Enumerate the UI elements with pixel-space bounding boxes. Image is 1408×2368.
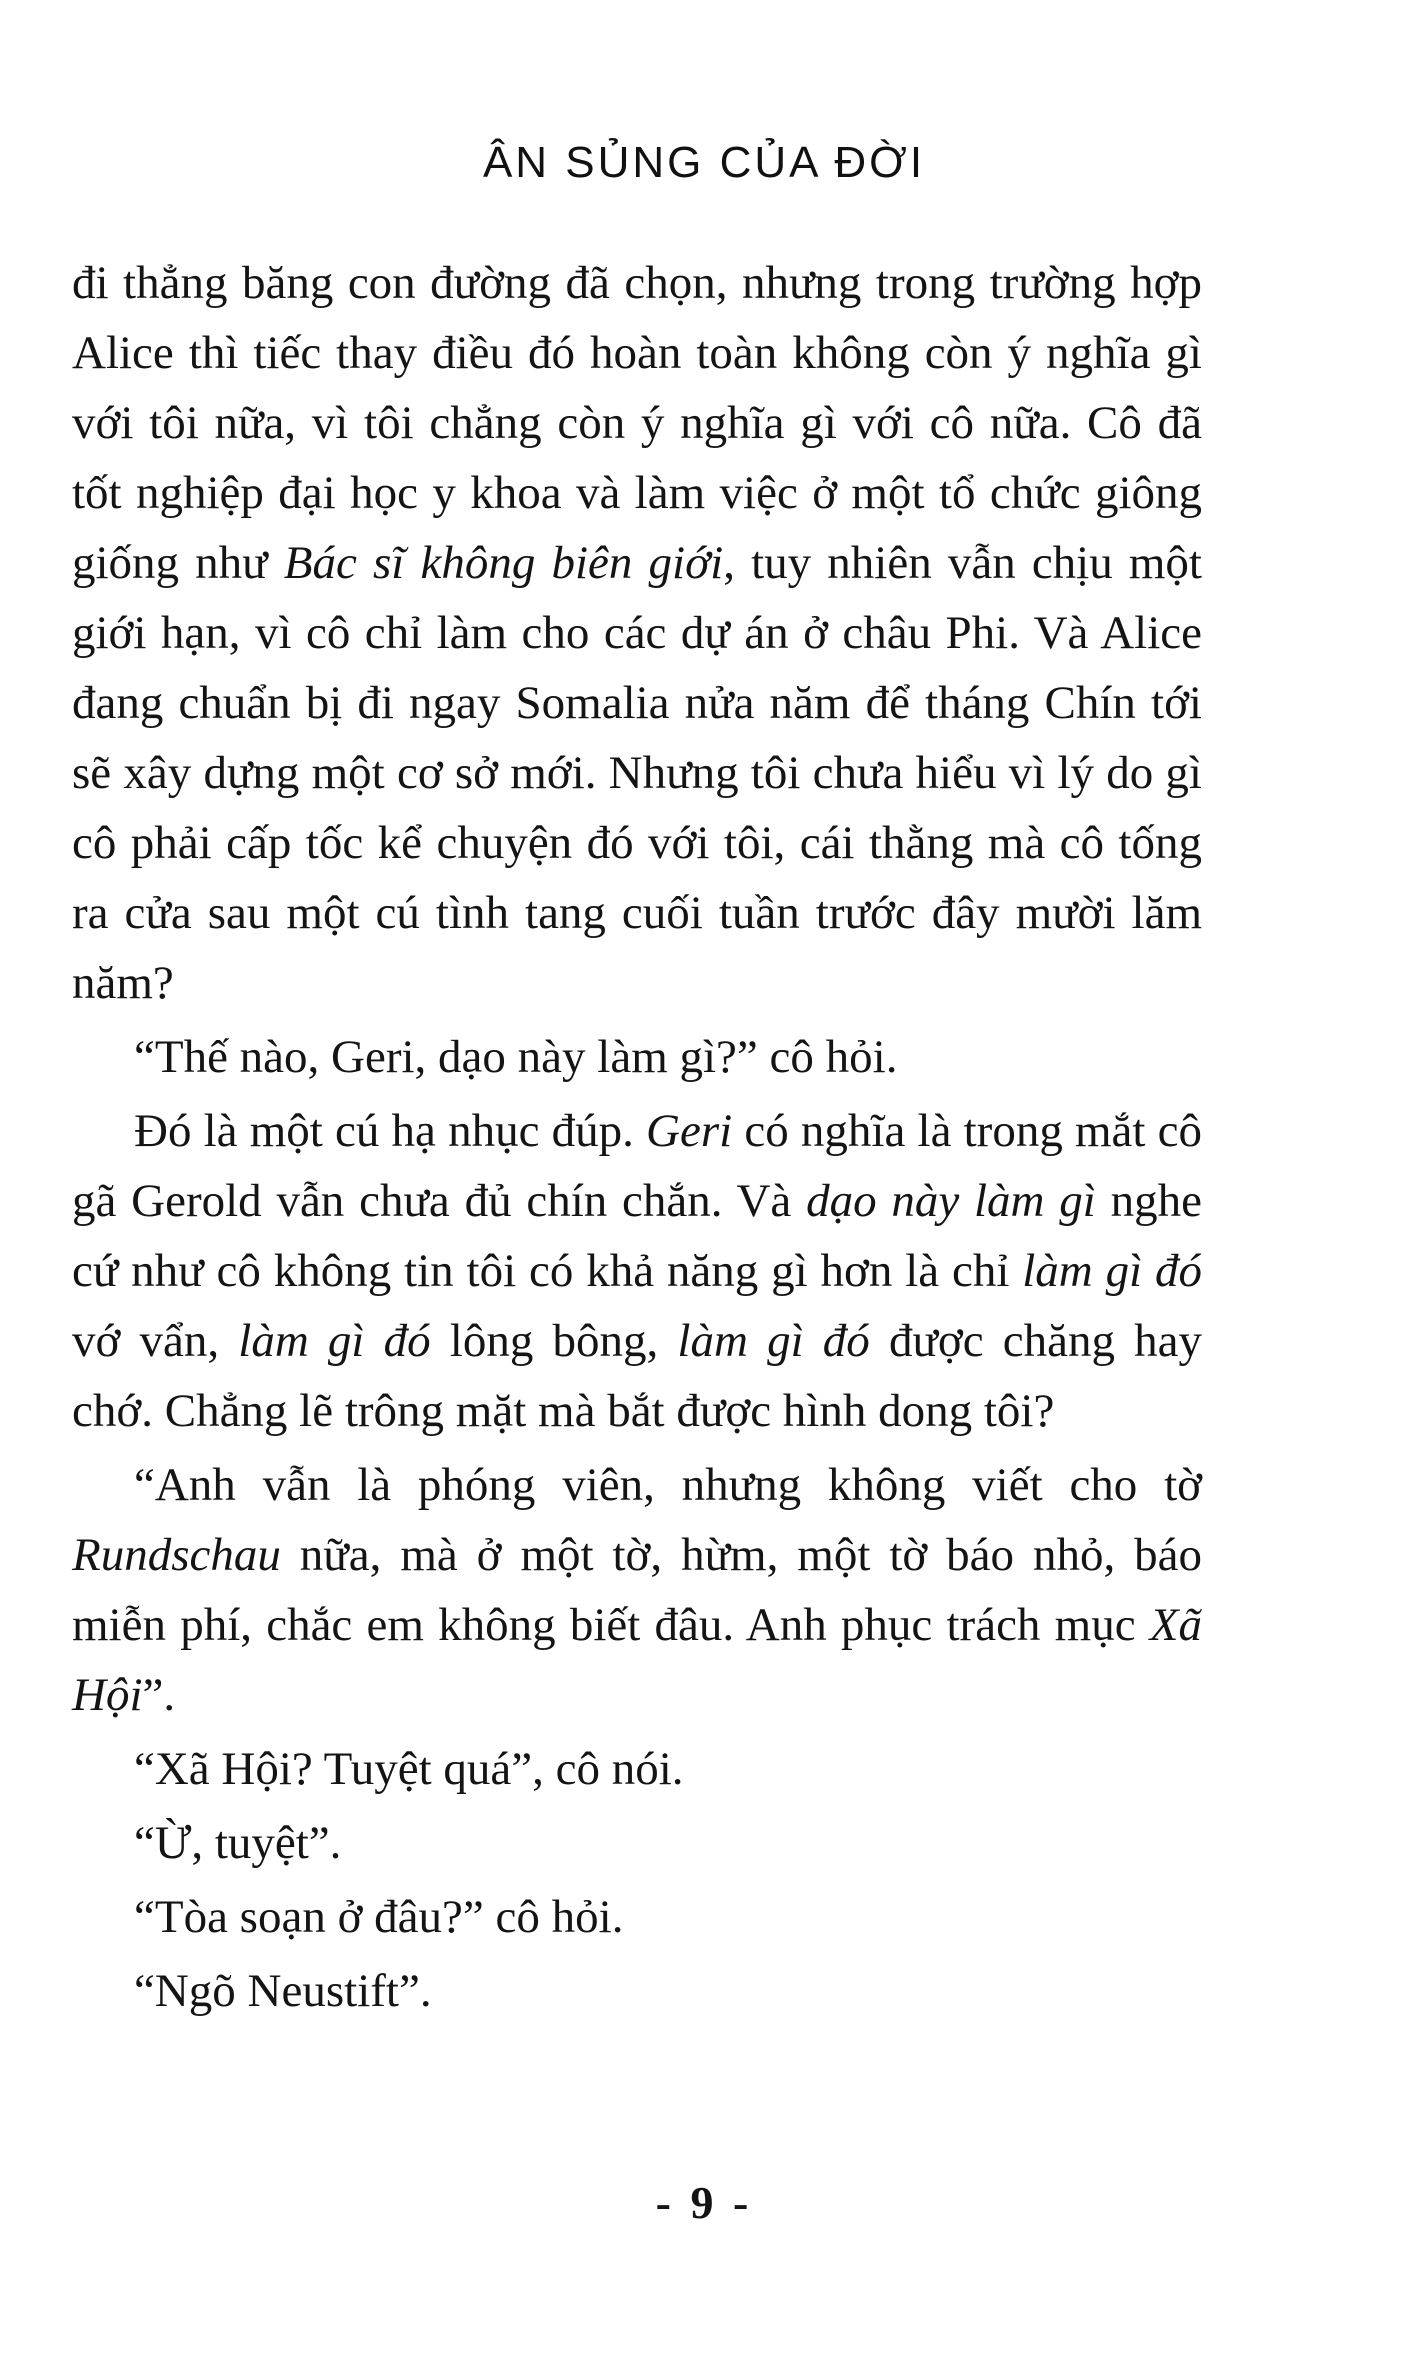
paragraph-3-italic-3: làm gì đó: [1022, 1245, 1203, 1297]
paragraph-1-italic: Bác sĩ không biên giới: [283, 537, 724, 589]
paragraph-4: [72, 1450, 1202, 1730]
paragraph-2: “Thế nào, Geri, dạo này làm gì?” cô hỏi.: [134, 1031, 898, 1083]
page-number: - 9 -: [655, 2177, 753, 2228]
paragraph-4-part-a: “Anh vẫn là phóng viên, nhưng không viết cho tờ: [134, 1459, 1202, 1511]
paragraph-4-part-b: nữa, mà ở một tờ, hừm, một tờ báo nhỏ, báo miễn phí, chắc em không biết đâu. Anh phục trách mục: [72, 1529, 1202, 1651]
paragraph-5: “Xã Hội? Tuyệt quá”, cô nói.: [134, 1743, 684, 1795]
paragraph-3-part-d: vớ vẩn,: [72, 1315, 239, 1367]
paragraph-3: [72, 1096, 1202, 1446]
paragraph-1-text: đi thẳng băng con đường đã chọn, nhưng trong trường hợp Alice thì tiếc thay điều đó hoàn toàn không còn ý nghĩa gì với tôi nữa, vì tôi chẳng còn ý nghĩa gì với cô nữa. Cô đã tốt nghiệp đại học y khoa và làm việc ở một tổ chức giông giống như: [72, 257, 1202, 589]
paragraph-6: “Ừ, tuyệt”.: [134, 1817, 342, 1869]
paragraph-4-italic-2: Xã Hội: [72, 1599, 1202, 1721]
paragraph-3-italic-4: làm gì đó: [238, 1315, 431, 1367]
paragraph-7: “Tòa soạn ở đâu?” cô hỏi.: [134, 1891, 624, 1943]
paragraph-4-italic-1: Rundschau: [72, 1529, 281, 1581]
paragraph-3-part-f: được chăng hay chớ. Chẳng lẽ trông mặt mà bắt được hình dong tôi?: [72, 1315, 1203, 1437]
body-text: [72, 248, 1202, 2030]
paragraph-4-part-c: ”.: [142, 1669, 176, 1721]
paragraph-3-part-c: nghe cứ như cô không tin tôi có khả năng gì hơn là chỉ: [72, 1175, 1202, 1297]
paragraph-3-italic-2: dạo này làm gì: [806, 1175, 1096, 1227]
paragraph-8: “Ngõ Neustift”.: [134, 1965, 432, 2017]
running-title: ÂN SỦNG CỦA ĐỜI: [482, 138, 926, 187]
paragraph-3-italic-5: làm gì đó: [677, 1315, 870, 1367]
paragraph-3-italic-1: Geri: [646, 1105, 733, 1157]
paragraph-3-part-b: có nghĩa là trong mắt cô gã Gerold vẫn chưa đủ chín chắn. Và: [72, 1105, 1203, 1227]
paragraph-1: [72, 248, 1202, 1018]
paragraph-3-part-e: lông bông,: [430, 1315, 678, 1367]
paragraph-1-rest: , tuy nhiên vẫn chịu một giới hạn, vì cô chỉ làm cho các dự án ở châu Phi. Và Alice đang chuẩn bị đi ngay Somalia nửa năm để tháng Chín tới sẽ xây dựng một cơ sở mới. Nhưng tôi chưa hiểu vì lý do gì cô phải cấp tốc kể chuyện đó với tôi, cái thằng mà cô tống ra cửa sau một cú tình tang cuối tuần trước đây mười lăm năm?: [72, 537, 1202, 1009]
paragraph-3-part-a: Đó là một cú hạ nhục đúp.: [134, 1105, 647, 1157]
